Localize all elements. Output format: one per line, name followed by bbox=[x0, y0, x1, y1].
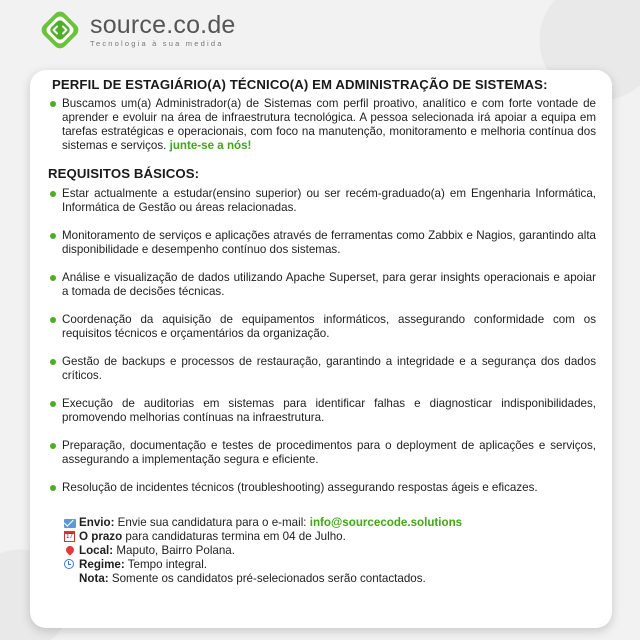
location-pin-icon bbox=[64, 544, 79, 558]
logo bbox=[38, 8, 236, 52]
requisito-text: Resolução de incidentes técnicos (troubleshooting) assegurando respostas ágeis e eficazes. bbox=[62, 481, 538, 494]
bullet-icon bbox=[50, 443, 56, 449]
list-item bbox=[48, 481, 596, 495]
local-label: Local: bbox=[79, 544, 114, 557]
requisito-text: Preparação, documentação e testes de procedimentos para o deployment de aplicações e serviços, assegurando a implementação segura e eficiente. bbox=[62, 439, 596, 466]
requisitos-heading: REQUISITOS BÁSICOS: bbox=[48, 166, 200, 181]
job-posting-card bbox=[30, 70, 612, 628]
clock-icon bbox=[64, 558, 79, 572]
requisito-text: Execução de auditorias em sistemas para identificar falhas e diagnosticar indisponibilidades, promovendo melhorias contínuas na infraestrutura. bbox=[62, 397, 596, 424]
application-info bbox=[48, 516, 596, 586]
perfil-heading: PERFIL DE ESTAGIÁRIO(A) TÉCNICO(A) EM ADMINISTRAÇÃO DE SISTEMAS: bbox=[52, 77, 548, 92]
list-item bbox=[48, 313, 596, 341]
list-item bbox=[48, 187, 596, 215]
prazo-text: para candidaturas termina em 04 de Julho. bbox=[125, 530, 346, 543]
list-item bbox=[48, 439, 596, 467]
requisito-text: Monitoramento de serviços e aplicações através de ferramentas como Zabbix e Nagios, garantindo alta disponibilidade e desempenho contínuo dos sistemas. bbox=[62, 229, 596, 256]
perfil-cta: junte-se a nós! bbox=[169, 139, 252, 152]
nota-text: Somente os candidatos pré-selecionados serão contactados. bbox=[111, 572, 426, 585]
envio-row bbox=[64, 516, 596, 530]
requisitos-list bbox=[48, 187, 596, 495]
logo-tagline: Tecnologia à sua medida bbox=[90, 38, 224, 48]
local-text: Maputo, Bairro Polana. bbox=[116, 544, 235, 557]
regime-row bbox=[64, 558, 596, 572]
bullet-icon bbox=[50, 101, 56, 107]
email-link[interactable]: info@sourcecode.solutions bbox=[309, 516, 463, 529]
requisito-text: Estar actualmente a estudar(ensino superior) ou ser recém-graduado(a) em Engenharia Informática, Informática de Gestão ou áreas relacionadas. bbox=[62, 187, 596, 214]
bullet-icon bbox=[50, 191, 56, 197]
calendar-day: 17 bbox=[64, 531, 75, 542]
email-icon bbox=[64, 516, 79, 530]
perfil-description bbox=[48, 97, 596, 153]
perfil-list bbox=[48, 97, 596, 153]
list-item bbox=[48, 355, 596, 383]
bullet-icon bbox=[50, 485, 56, 491]
prazo-label: O prazo bbox=[79, 530, 123, 543]
nota-label: Nota: bbox=[79, 572, 109, 585]
list-item bbox=[48, 271, 596, 299]
nota-row bbox=[64, 572, 596, 586]
logo-name: source.co.de bbox=[90, 10, 236, 39]
list-item bbox=[48, 229, 596, 257]
bullet-icon bbox=[50, 401, 56, 407]
code-brackets-icon bbox=[38, 8, 82, 52]
requisito-text: Análise e visualização de dados utilizando Apache Superset, para gerar insights operacionais e apoiar a tomada de decisões técnicas. bbox=[62, 271, 596, 298]
envio-label: Envio: bbox=[79, 516, 115, 529]
bullet-icon bbox=[50, 233, 56, 239]
requisito-text: Coordenação da aquisição de equipamentos informáticos, assegurando conformidade com os requisitos técnicos e orçamentários da organização. bbox=[62, 313, 596, 340]
local-row bbox=[64, 544, 596, 558]
bullet-icon bbox=[50, 317, 56, 323]
envio-text: Envie sua candidatura para o e-mail: bbox=[117, 516, 307, 529]
bullet-icon bbox=[50, 275, 56, 281]
bullet-icon bbox=[50, 359, 56, 365]
perfil-text: Buscamos um(a) Administrador(a) de Sistemas com perfil proativo, analítico e com forte vontade de aprender e evoluir na área de infraestrutura tecnológica. A pessoa selecionada irá apoiar a equipa em tarefas estratégicas e operacionais, com foco na manutenção, monitoramento e melhoria contínua dos sistemas e serviços. bbox=[62, 97, 596, 152]
requisito-text: Gestão de backups e processos de restauração, garantindo a integridade e a segurança dos dados críticos. bbox=[62, 355, 596, 382]
regime-text: Tempo integral. bbox=[127, 558, 208, 571]
list-item bbox=[48, 397, 596, 425]
prazo-row bbox=[64, 530, 596, 544]
regime-label: Regime: bbox=[79, 558, 125, 571]
calendar-icon bbox=[64, 530, 79, 544]
